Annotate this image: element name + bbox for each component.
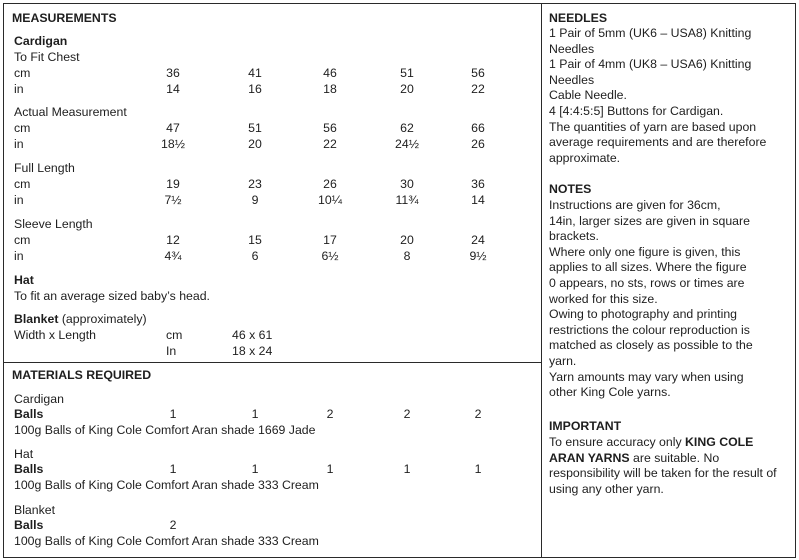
balls-count: 1 [251,462,259,476]
unit-in-label: in [14,82,24,96]
notes-line: worked for this size. [549,291,658,306]
size-value-in: 4¾ [164,249,182,263]
notes-line: matched as closely as possible to the [549,338,753,353]
unit-in-label: in [14,137,24,151]
size-value-cm: 62 [400,121,414,135]
hat-fit-text: To fit an average sized baby’s head. [14,289,210,303]
notes-line: Instructions are given for 36cm, [549,198,721,212]
notes-heading: NOTES [549,182,592,196]
blanket-value-in: 18 x 24 [232,344,273,358]
measurement-label: Full Length [14,161,75,175]
notes-line: Where only one figure is given, this [549,244,741,259]
size-value-in: 11¾ [395,193,419,207]
balls-count: 2 [326,407,334,421]
balls-label: Balls [14,518,44,532]
size-value-in: 18½ [161,137,185,151]
yarn-description: 100g Balls of King Cole Comfort Aran shade 333 Cream [14,478,319,492]
size-value-in: 26 [471,137,485,151]
blanket-value-cm: 46 x 61 [232,328,273,342]
balls-count: 1 [169,407,177,421]
notes-line: applies to all sizes. Where the figure [549,260,747,275]
size-value-cm: 46 [323,66,337,80]
unit-cm-label: cm [14,121,31,135]
size-value-cm: 30 [400,177,414,191]
size-value-cm: 36 [471,177,485,191]
size-value-cm: 17 [323,233,337,247]
measurement-label: To Fit Chest [14,50,80,64]
needles-line: 4 [4:4:5:5] Buttons for Cardigan. [549,104,724,118]
size-value-cm: 36 [166,66,180,80]
needles-line: Needles [549,72,595,87]
size-value-in: 9½ [469,249,487,263]
hat-heading: Hat [14,273,34,287]
important-heading: IMPORTANT [549,419,622,433]
needles-heading: NEEDLES [549,11,608,25]
material-group-name: Cardigan [14,392,64,406]
needles-line: approximate. [549,150,621,165]
balls-label: Balls [14,462,44,476]
balls-count: 1 [326,462,334,476]
measurements-heading: MEASUREMENTS [12,11,117,25]
important-text-post: are suitable. No responsibility will be taken for the result of using any other yarn. [549,450,777,496]
material-group-name: Blanket [14,503,56,517]
unit-in-label: in [14,193,24,207]
notes-line: yarn. [549,354,577,368]
blanket-unit-in: In [166,344,177,358]
unit-cm-label: cm [14,233,31,247]
needles-line: The quantities of yarn are based upon [549,119,757,134]
needles-line: Needles [549,41,595,56]
brand-name: KING COLE ARAN YARNS [549,435,754,465]
needles-line: Cable Needle. [549,88,627,103]
important-text-pre: To ensure accuracy only [549,435,686,449]
notes-line: restrictions the colour reproduction is [549,322,750,337]
balls-count: 2 [403,407,411,421]
needles-line: average requirements and are therefore [549,135,767,150]
size-value-cm: 19 [166,177,180,191]
blanket-approx-note: (approximately) [58,312,147,326]
unit-cm-label: cm [14,177,31,191]
size-value-cm: 51 [400,66,414,80]
materials-heading: MATERIALS REQUIRED [12,368,152,382]
size-value-cm: 66 [471,121,485,135]
size-value-in: 6 [251,249,259,263]
size-value-in: 7½ [164,193,182,207]
size-value-in: 16 [248,82,262,96]
blanket-heading: Blanket (approximately) [14,312,147,326]
blanket-size-label: Width x Length [14,328,97,342]
notes-line: 0 appears, no sts, rows or times are [549,276,745,290]
unit-cm-label: cm [14,66,31,80]
needles-line: 1 Pair of 5mm (UK6 – USA8) Knitting [549,26,752,40]
size-value-in: 14 [471,193,485,207]
size-value-cm: 47 [166,121,180,135]
measurement-label: Sleeve Length [14,217,93,231]
needles-line: 1 Pair of 4mm (UK8 – USA6) Knitting [549,57,752,72]
size-value-in: 18 [323,82,337,96]
size-value-cm: 41 [248,66,262,80]
balls-count: 2 [169,518,177,532]
cardigan-heading: Cardigan [14,34,68,48]
notes-line: other King Cole yarns. [549,385,671,400]
size-value-cm: 26 [323,177,337,191]
size-value-in: 24½ [395,137,419,151]
unit-in-label: in [14,249,24,263]
yarn-description: 100g Balls of King Cole Comfort Aran shade 333 Cream [14,534,319,548]
important-text [549,435,791,497]
materials-panel [3,362,542,558]
size-value-cm: 56 [323,121,337,135]
notes-line: Owing to photography and printing [549,307,737,322]
size-value-in: 8 [403,249,411,263]
balls-count: 1 [251,407,259,421]
size-value-cm: 56 [471,66,485,80]
size-value-cm: 20 [400,233,414,247]
measurement-label: Actual Measurement [14,105,127,119]
size-value-in: 22 [471,82,485,96]
size-value-in: 14 [166,82,180,96]
size-value-in: 20 [400,82,414,96]
yarn-description: 100g Balls of King Cole Comfort Aran shade 1669 Jade [14,423,316,437]
balls-count: 1 [403,462,411,476]
balls-count: 1 [169,462,177,476]
notes-line: brackets. [549,229,599,244]
notes-line: 14in, larger sizes are given in square [549,213,750,228]
size-value-in: 20 [248,137,262,151]
notes-line: Yarn amounts may vary when using [549,369,744,384]
size-value-in: 22 [323,137,337,151]
size-value-cm: 24 [471,233,485,247]
size-value-cm: 23 [248,177,262,191]
size-value-cm: 15 [248,233,262,247]
size-value-cm: 51 [248,121,262,135]
material-group-name: Hat [14,447,34,461]
balls-label: Balls [14,407,44,421]
size-value-in: 10¼ [318,193,342,207]
size-value-in: 9 [251,193,259,207]
balls-count: 2 [474,407,482,421]
size-value-in: 6½ [321,249,339,263]
size-value-cm: 12 [166,233,180,247]
blanket-unit-cm: cm [166,328,183,342]
balls-count: 1 [474,462,482,476]
